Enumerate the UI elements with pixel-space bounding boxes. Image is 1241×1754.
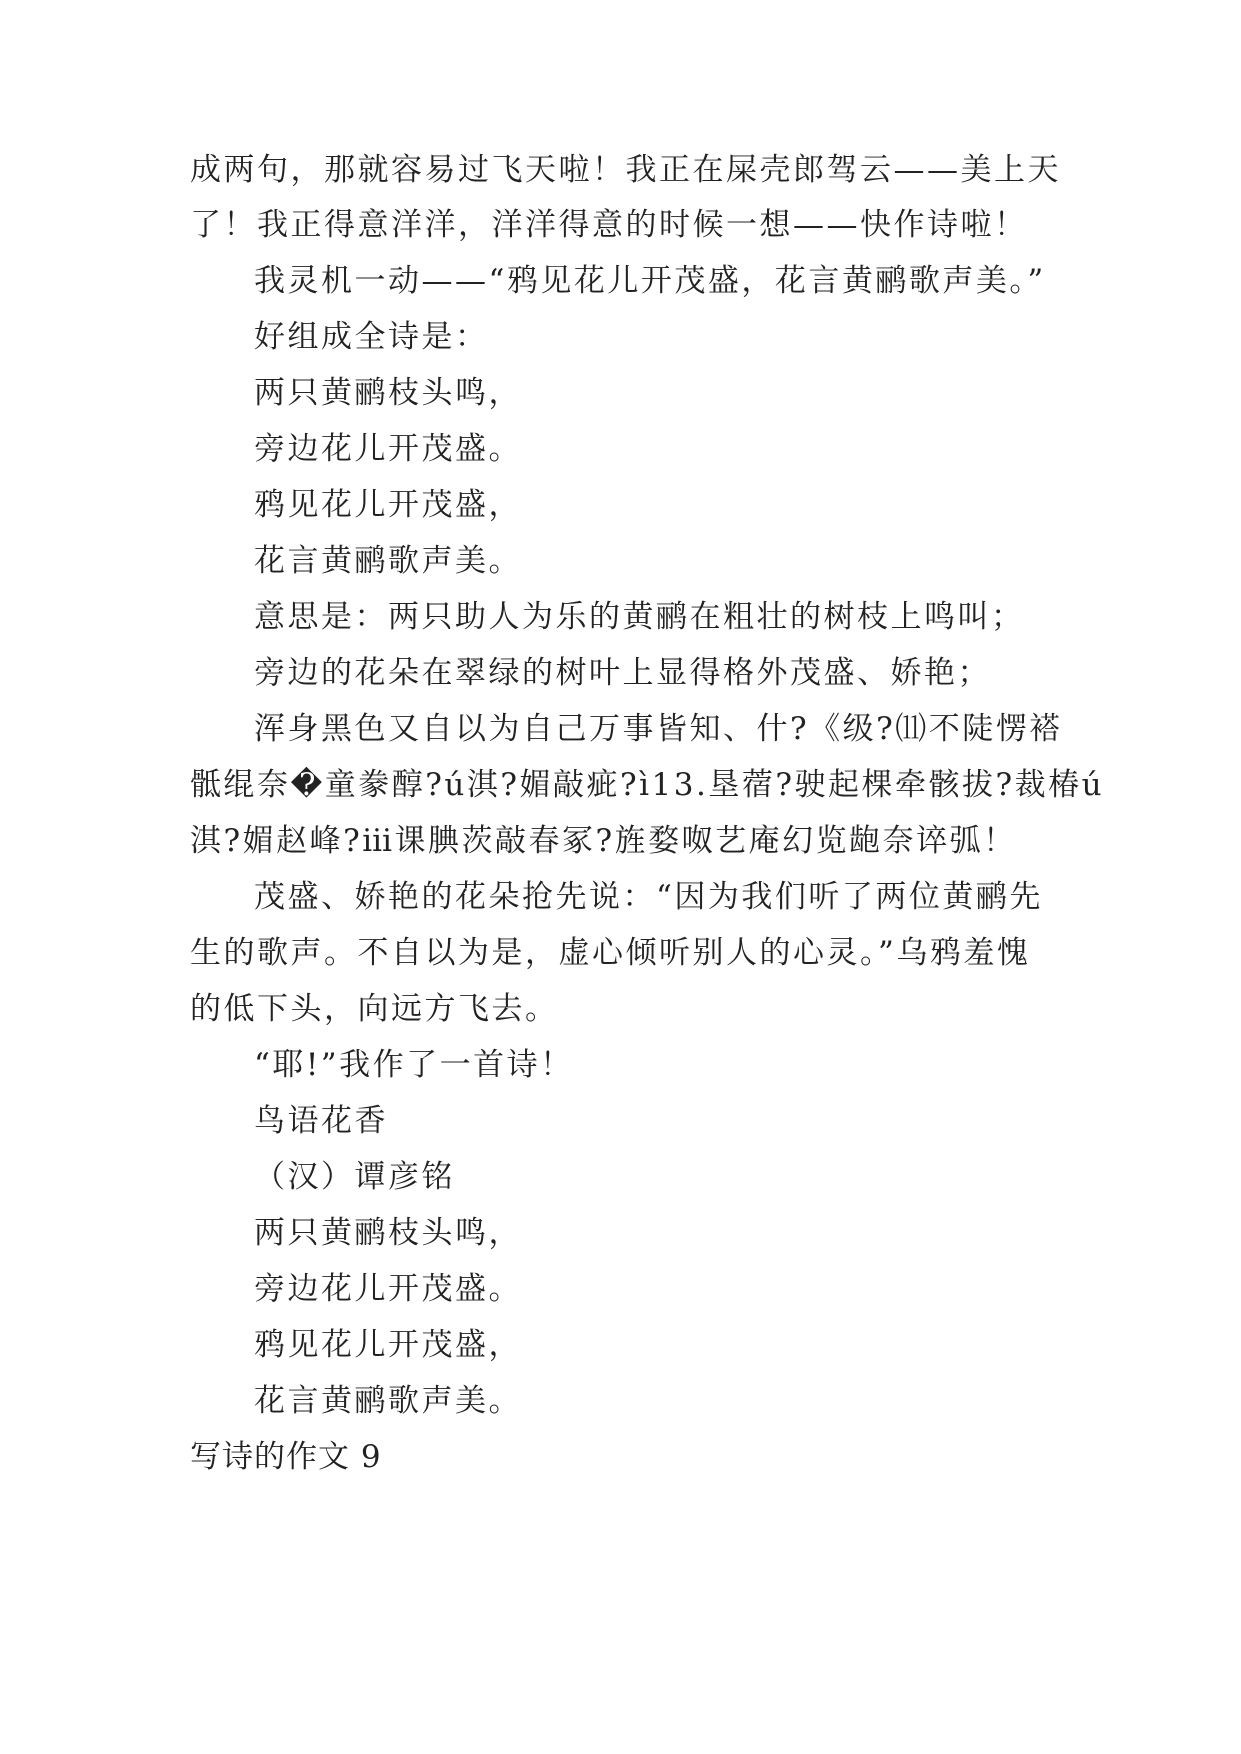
paragraph-line-10: 茂盛、娇艳的花朵抢先说：“因为我们听了两位黄鹂先	[254, 879, 1043, 915]
paragraph-line-3: 我灵机一动——“鸦见花儿开茂盛，花言黄鹂歌声美。”	[254, 263, 1046, 299]
final-poem-line-2: 旁边花儿开茂盛。	[254, 1271, 522, 1307]
paragraph-line-12: 的低下头，向远方飞去。	[190, 991, 559, 1027]
paragraph-line-2: 了！我正得意洋洋，洋洋得意的时候一想——快作诗啦！	[190, 207, 1028, 243]
paragraph-line-6: 旁边的花朵在翠绿的树叶上显得格外茂盛、娇艳；	[254, 655, 991, 691]
paragraph-line-8: 骶绲奈�童豢醇?ú淇?媚敲疵?ì13.垦蓿?驶起棵牵骸拔?裁椿ú	[190, 767, 1105, 803]
final-poem-line-4: 花言黄鹂歌声美。	[254, 1383, 522, 1419]
paragraph-line-9: 淇?媚赵峰?ⅲ课腆茨敲春冢?旌婺呶艺庵幻览龅奈谇弧！	[190, 823, 1017, 859]
poem-author: （汉）谭彦铭	[254, 1159, 455, 1195]
paragraph-line-5: 意思是：两只助人为乐的黄鹂在粗壮的树枝上鸣叫；	[254, 599, 1025, 635]
poem-line-1: 两只黄鹂枝头鸣，	[254, 375, 522, 411]
poem-line-3: 鸦见花儿开茂盛，	[254, 487, 522, 523]
section-heading: 写诗的作文 9	[190, 1439, 382, 1475]
paragraph-line-4: 好组成全诗是：	[254, 319, 489, 355]
paragraph-line-7: 浑身黑色又自以为自己万事皆知、什?《级?⑾不陡愣褡	[254, 711, 1063, 747]
final-poem-line-3: 鸦见花儿开茂盛，	[254, 1327, 522, 1363]
paragraph-line-1: 成两句，那就容易过飞天啦！我正在屎壳郎驾云——美上天	[190, 152, 1061, 188]
poem-line-2: 旁边花儿开茂盛。	[254, 431, 522, 467]
final-poem-line-1: 两只黄鹂枝头鸣，	[254, 1215, 522, 1251]
poem-line-4: 花言黄鹂歌声美。	[254, 543, 522, 579]
paragraph-line-13: “耶!”我作了一首诗！	[254, 1047, 574, 1083]
paragraph-line-11: 生的歌声。不自以为是，虚心倾听别人的心灵。”乌鸦羞愧	[190, 935, 1031, 971]
poem-title: 鸟语花香	[254, 1103, 388, 1139]
